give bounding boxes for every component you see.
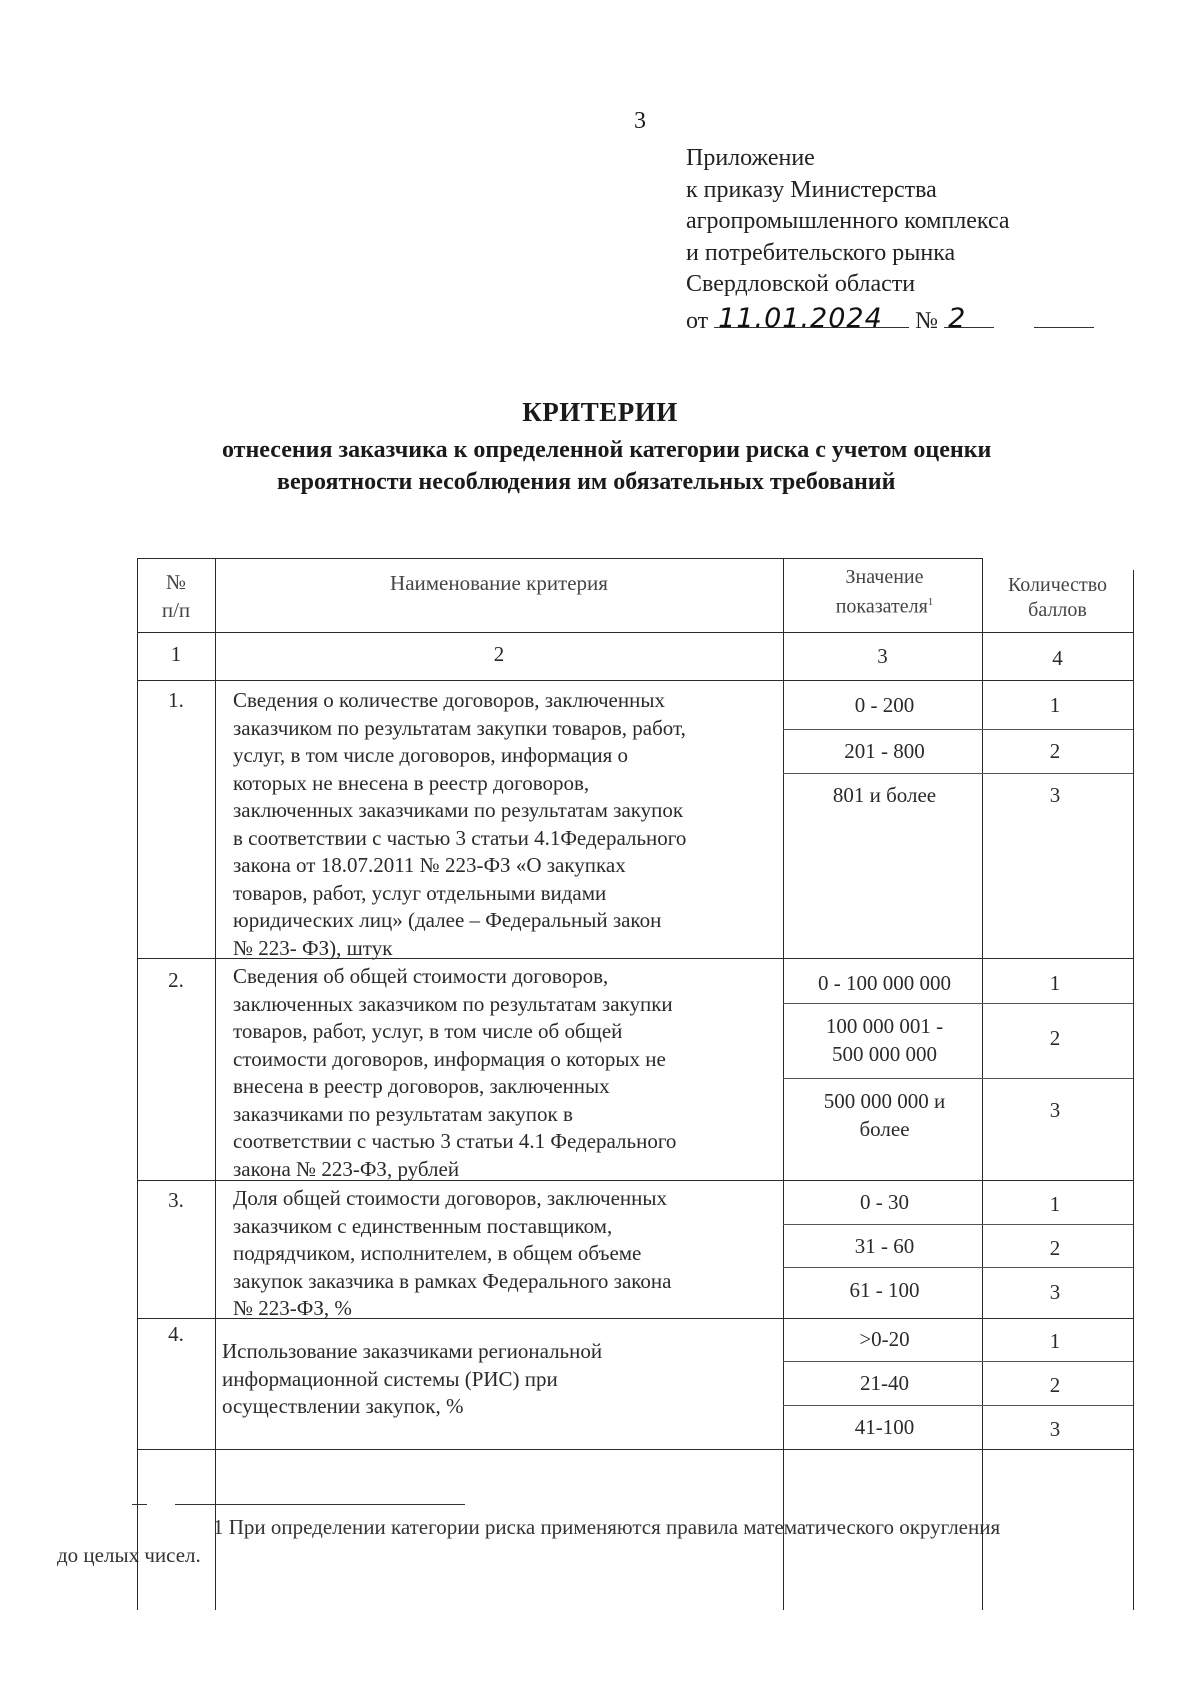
points-value: 3 xyxy=(1049,783,1061,807)
handwritten-number: 2 xyxy=(948,302,967,334)
footnote-ref: 1 xyxy=(927,596,934,608)
header-points: Количество баллов xyxy=(1007,574,1108,621)
column-number: 4 xyxy=(1052,646,1063,670)
value-range: 801 и более xyxy=(832,783,937,807)
annex-line: и потребительского рынка xyxy=(686,239,956,266)
points-value: 2 xyxy=(1049,1373,1061,1397)
points-value: 1 xyxy=(1049,1192,1061,1216)
header-value: Значение показателя$^1$ xyxy=(835,566,934,618)
document-subtitle-line-1: отнесения заказчика к определенной категории риска с учетом оценки xyxy=(222,437,992,463)
date-prefix: от xyxy=(686,307,709,334)
annex-line: агропромышленного комплекса xyxy=(686,208,1010,234)
header-criterion-name: Наименование критерия xyxy=(390,571,608,595)
document-subtitle-line-2: вероятности несоблюдения им обязательных требований xyxy=(277,469,896,495)
footnote: 1 При определении категории риска применяются правила математического округления до целых чисел. xyxy=(57,1515,1001,1567)
points-value: 3 xyxy=(1049,1417,1061,1441)
value-range: 100 000 001 - 500 000 000 xyxy=(825,1014,944,1066)
value-range: 21-40 xyxy=(860,1371,909,1395)
footnote-dash xyxy=(132,1504,147,1505)
document-title: КРИТЕРИИ xyxy=(522,397,678,427)
points-value: 1 xyxy=(1049,971,1061,995)
handwritten-date: 11.01.2024 xyxy=(718,302,883,334)
column-number: 1 xyxy=(170,642,182,666)
footnote-separator xyxy=(175,1504,465,1505)
page-number: 3 xyxy=(634,108,646,134)
value-range: 41-100 xyxy=(854,1415,915,1439)
value-range: >0-20 xyxy=(859,1327,910,1351)
number-sign: № xyxy=(915,307,939,334)
header-num: № п/п xyxy=(161,570,191,622)
value-range: 0 - 200 xyxy=(854,693,915,717)
column-number: 2 xyxy=(493,642,505,666)
value-range: 31 - 60 xyxy=(854,1234,915,1258)
row-number: 4. xyxy=(168,1322,184,1346)
row-number: 2. xyxy=(168,968,184,992)
value-range: 61 - 100 xyxy=(849,1278,920,1302)
annex-line: Приложение xyxy=(686,145,815,171)
points-value: 1 xyxy=(1049,693,1061,717)
criterion-text: Использование заказчиками региональной информационной системы (РИС) при осуществлении закупок, % xyxy=(222,1339,603,1418)
points-value: 2 xyxy=(1049,1026,1061,1050)
value-range: 0 - 100 000 000 xyxy=(818,971,951,995)
points-value: 3 xyxy=(1049,1098,1061,1122)
row-number: 1. xyxy=(168,688,184,712)
criterion-text: Сведения о количестве договоров, заключенных заказчиком по результатам закупки товаров, работ, услуг, в том числе договоров, информация о которых не внесена в реестр договоров, заключенных заказчиками по результатам закупок в соответствии с частью 3 статьи 4.1Федерального закона от 18.07.2011 № 223-ФЗ «О закупках товаров, работ, услуг отдельными видами юридических лиц» (далее – Федеральный закон № 223- ФЗ), штук xyxy=(233,688,687,960)
annex-line: Свердловской области xyxy=(686,271,916,297)
points-value: 3 xyxy=(1049,1280,1061,1304)
value-range: 0 - 30 xyxy=(860,1190,909,1214)
points-value: 2 xyxy=(1049,739,1061,763)
points-value: 1 xyxy=(1049,1329,1061,1353)
column-number: 3 xyxy=(877,644,888,668)
criterion-text: Сведения об общей стоимости договоров, заключенных заказчиком по результатам закупки товаров, работ, услуг, в том числе об общей стоимости договоров, информация о которых не внесена в реестр договоров, заключенных заказчиками по результатам закупок в соответствии с частью 3 статьи 4.1 Федерального закона № 223-ФЗ, рублей xyxy=(233,964,677,1181)
annex-line: к приказу Министерства xyxy=(686,176,937,203)
criterion-text: Доля общей стоимости договоров, заключенных заказчиком с единственным поставщиком, подрядчиком, исполнителем, в общем объеме закупок заказчика в рамках Федерального закона № 223-ФЗ, % xyxy=(233,1186,672,1320)
points-value: 2 xyxy=(1049,1236,1061,1260)
value-range: 500 000 000 и более xyxy=(823,1089,946,1141)
row-number: 3. xyxy=(168,1188,184,1212)
value-range: 201 - 800 xyxy=(844,739,925,763)
